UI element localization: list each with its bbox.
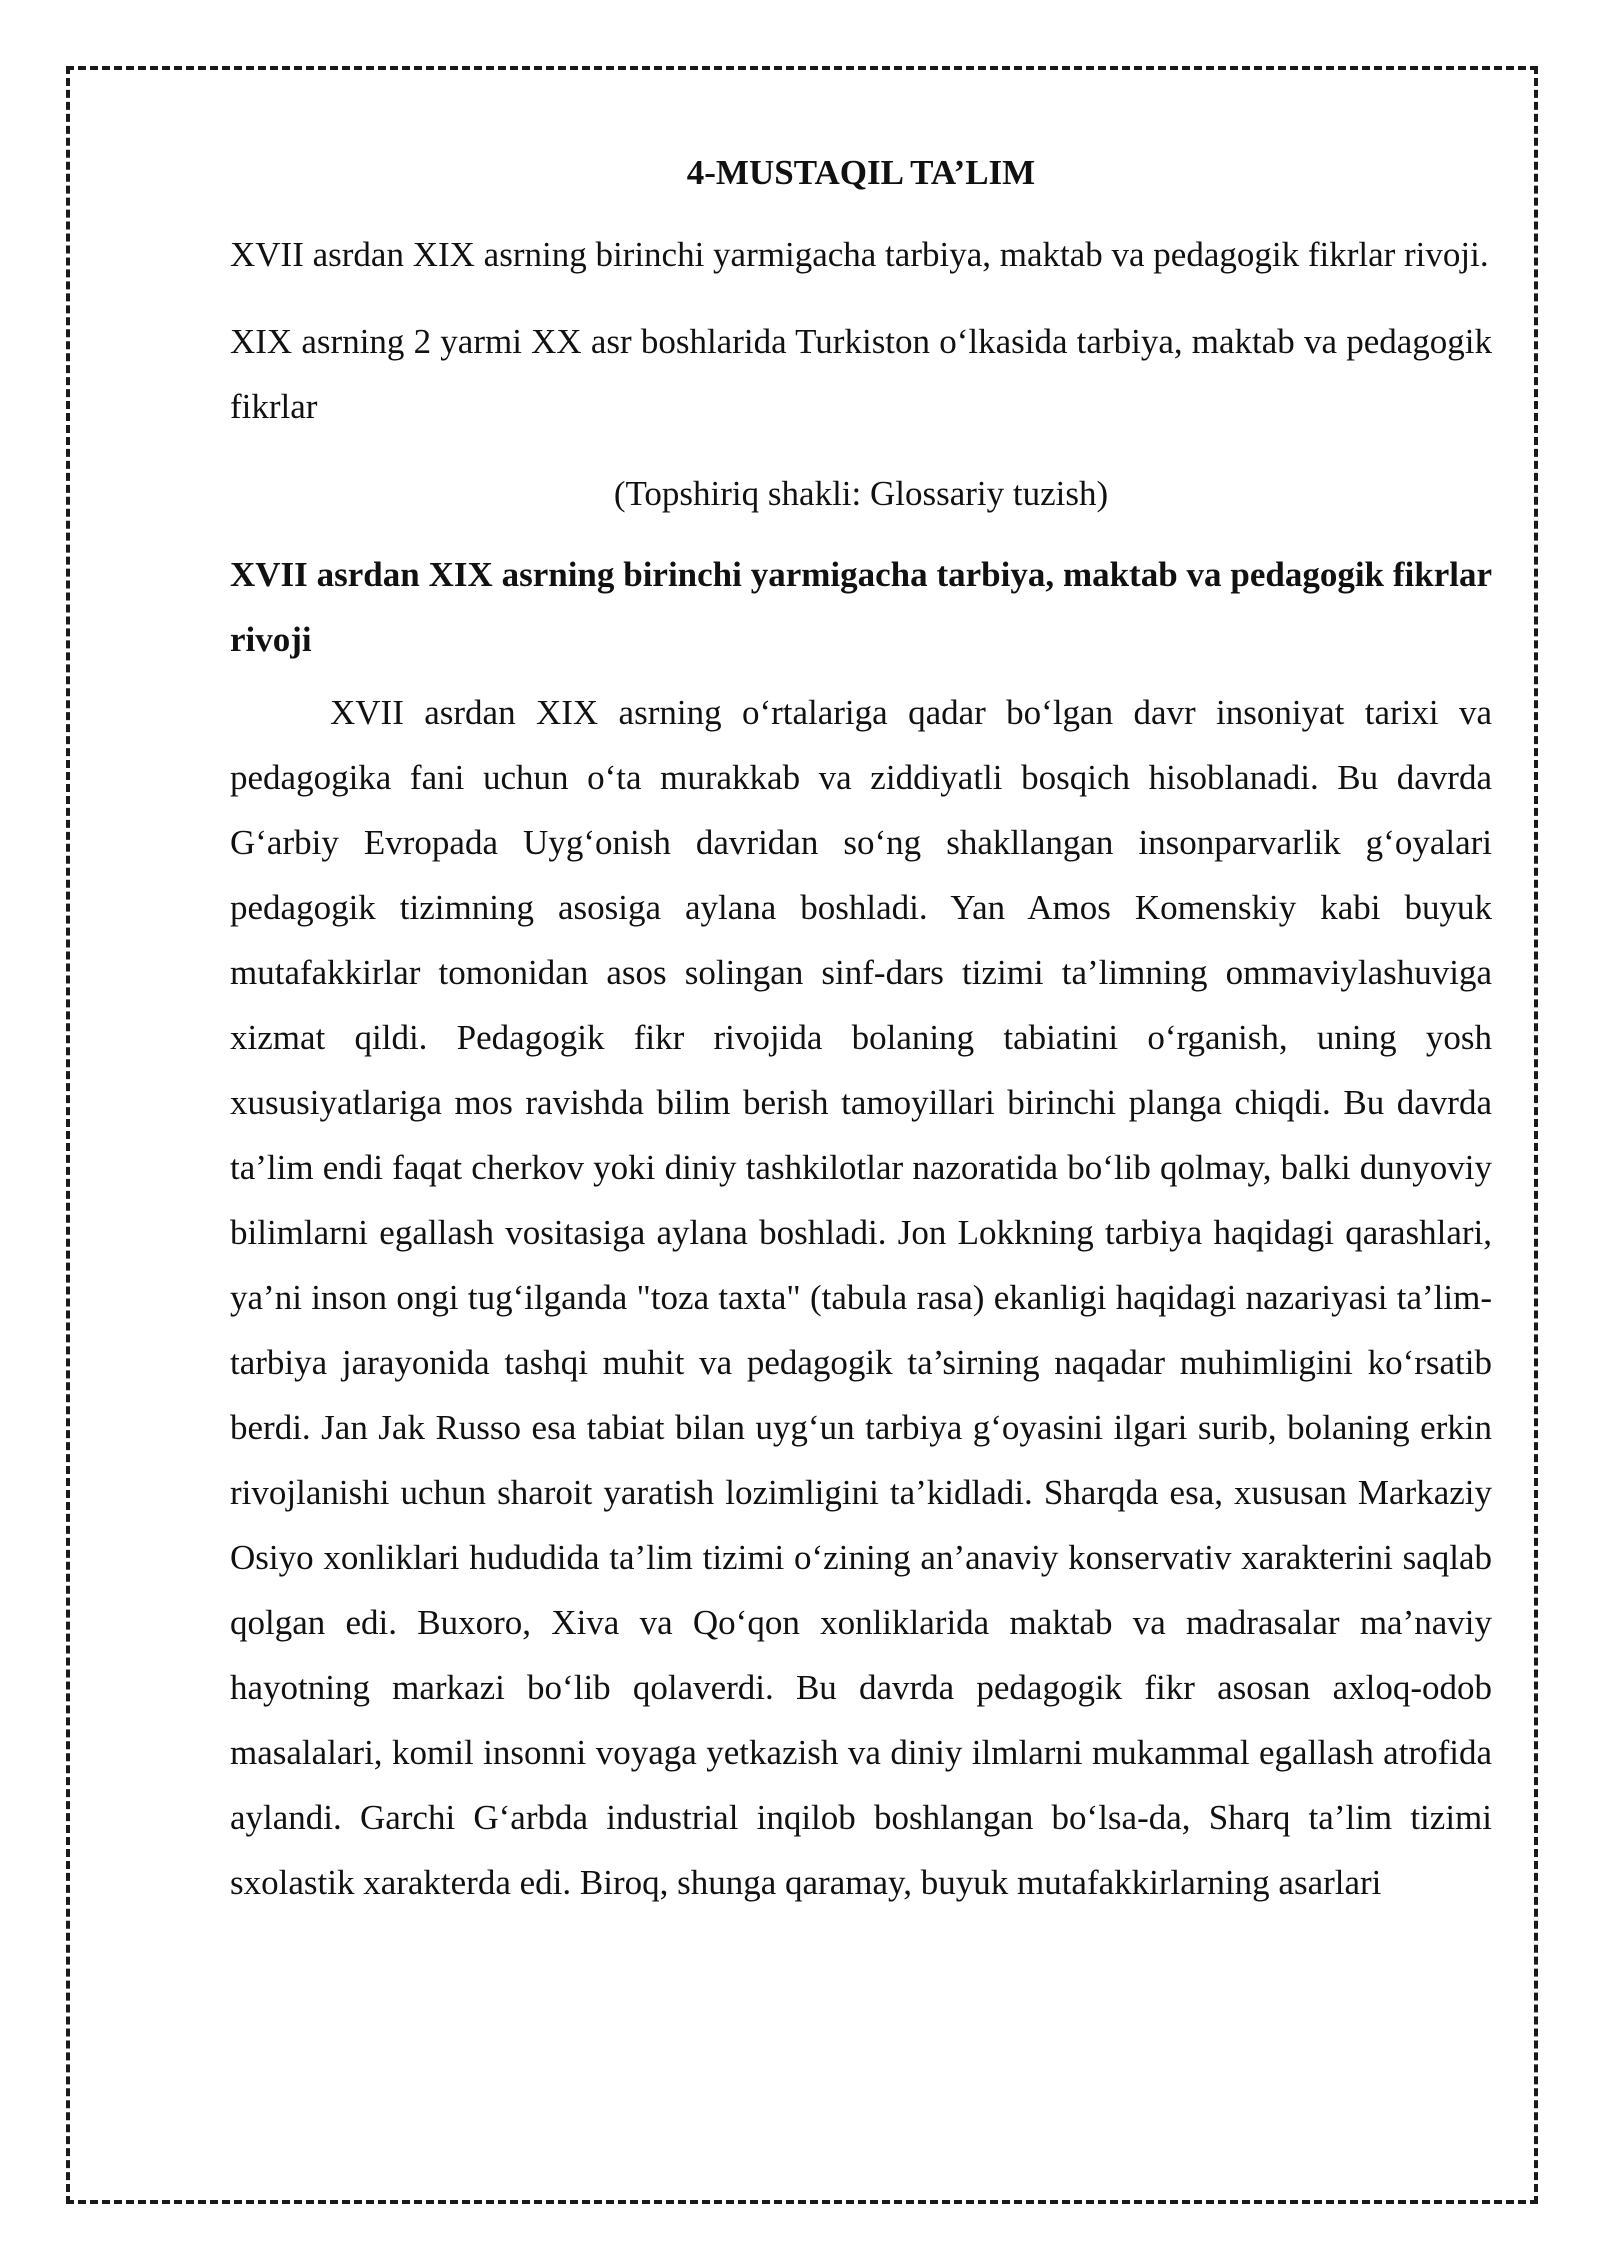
topic-1: XVII asrdan XIX asrning birinchi yarmigacha tarbiya, maktab va pedagogik fikrlar rivoji.	[230, 235, 1489, 274]
document-content	[230, 148, 1492, 1915]
body-paragraph: XVII asrdan XIX asrning o‘rtalariga qadar bo‘lgan davr insoniyat tarixi va pedagogika fani uchun o‘ta murakkab va ziddiyatli bosqich hisoblanadi. Bu davrda G‘arbiy Evropada Uyg‘onish davridan so‘ng shakllangan insonparvarlik g‘oyalari pedagogik tizimning asosiga aylana boshladi. Yan Amos Komenskiy kabi buyuk mutafakkirlar tomonidan asos solingan sinf-dars tizimi ta’limning ommaviylashuviga xizmat qildi. Pedagogik fikr rivojida bolaning tabiatini o‘rganish, uning yosh xususiyatlariga mos ravishda bilim berish tamoyillari birinchi planga chiqdi. Bu davrda ta’lim endi faqat cherkov yoki diniy tashkilotlar nazoratida bo‘lib qolmay, balki dunyoviy bilimlarni egallash vositasiga aylana boshladi. Jon Lokkning tarbiya haqidagi qarashlari, ya’ni inson ongi tug‘ilganda "toza taxta" (tabula rasa) ekanligi haqidagi nazariyasi ta’lim-tarbiya jarayonida tashqi muhit va pedagogik ta’sirning naqadar muhimligini ko‘rsatib berdi. Jan Jak Russo esa tabiat bilan uyg‘un tarbiya g‘oyasini ilgari surib, bolaning erkin rivojlanishi uchun sharoit yaratish lozimligini ta’kidladi. Sharqda esa, xususan Markaziy Osiyo xonliklari hududida ta’lim tizimi o‘zining an’anaviy konservativ xarakterini saqlab qolgan edi. Buxoro, Xiva va Qo‘qon xonliklarida maktab va madrasalar ma’naviy hayotning markazi bo‘lib qolaverdi. Bu davrda pedagogik fikr asosan axloq-odob masalalari, komil insonni voyaga yetkazish va diniy ilmlarni mukammal egallash atrofida aylandi. Garchi G‘arbda industrial inqilob boshlangan bo‘lsa-da, Sharq ta’lim tizimi sxolastik xarakterda edi. Biroq, shunga qaramay, buyuk mutafakkirlarning asarlari	[230, 693, 1492, 1902]
document-title: 4-MUSTAQIL TA’LIM	[686, 153, 1036, 192]
section-heading: XVII asrdan XIX asrning birinchi yarmigacha tarbiya, maktab va pedagogik fikrlar rivoji	[230, 555, 1492, 659]
task-format: (Topshiriq shakli: Glossariy tuzish)	[613, 474, 1109, 513]
topic-2: XIX asrning 2 yarmi XX asr boshlarida Turkiston o‘lkasida tarbiya, maktab va pedagogik fikrlar	[230, 322, 1492, 426]
